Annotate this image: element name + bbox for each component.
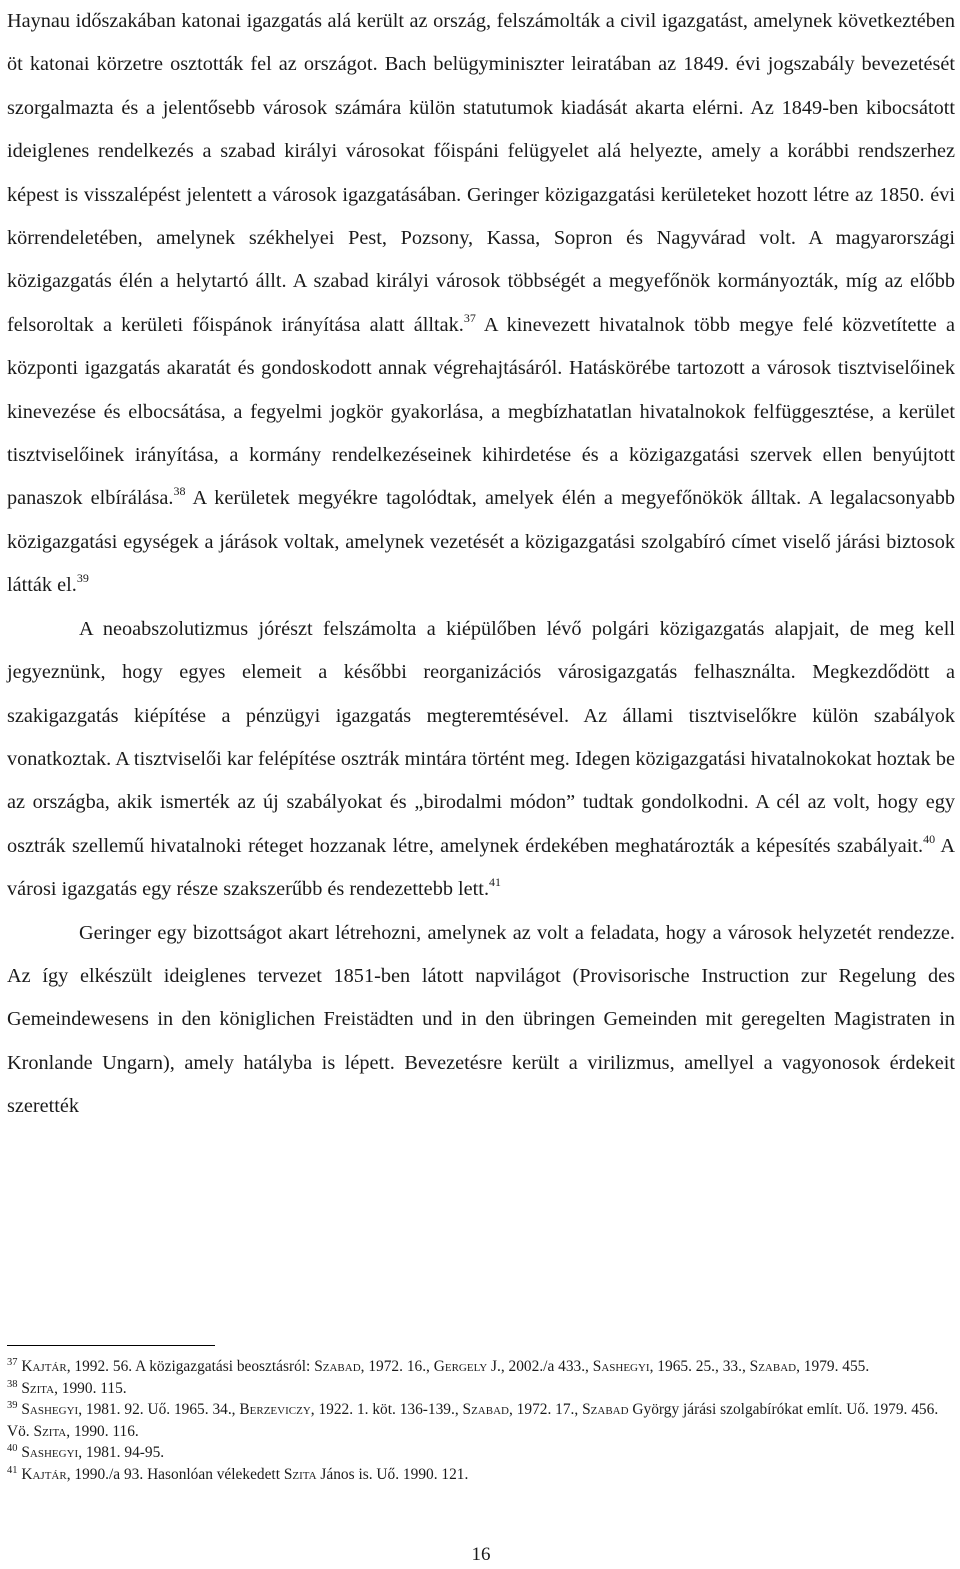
text-run: , 1979. 455. <box>796 1358 870 1375</box>
author-name: Szita <box>33 1422 67 1440</box>
author-name: Szabad <box>582 1401 629 1419</box>
footnote-reference: 39 <box>76 571 89 586</box>
text-run: A városi igazgatás egy része szakszerűbb és rendezettebb lett. <box>7 834 955 901</box>
text-run: , 1990./a 93. Hasonlóan vélekedett <box>66 1465 284 1483</box>
author-name: Sashegyi <box>21 1444 79 1462</box>
author-name: Kajtár <box>21 1358 67 1375</box>
author-name: Szita <box>283 1465 317 1483</box>
text-run: A kerületek megyékre tagolódtak, amelyek élén a megyefőnökök álltak. A legalacsonyabb közigazgatási egységek a járások voltak, amelynek vezetését a közigazgatási szolgabíró címet viselő járási biztosok látták el. <box>7 487 955 597</box>
page-number: 16 <box>471 1544 491 1565</box>
author-name: Berzeviczy <box>239 1401 311 1419</box>
footnote-reference: 37 <box>463 310 476 325</box>
footnote-number: 41 <box>7 1464 18 1476</box>
footnote-number: 37 <box>7 1357 18 1368</box>
text-run: , 1972. 16., <box>360 1358 434 1375</box>
text-run: , 1992. 56. A közigazgatási beosztásról: <box>66 1358 315 1375</box>
text-run: , 1990. 116. <box>66 1422 139 1440</box>
footnote-number: 40 <box>7 1443 18 1455</box>
footnote <box>7 1378 955 1400</box>
footnote-number: 39 <box>7 1400 18 1412</box>
footnote-separator <box>7 1345 215 1346</box>
author-name: Szabad <box>314 1358 361 1375</box>
text-run: , 1981. 92. Uő. 1965. 34., <box>78 1401 240 1419</box>
footnote-reference: 41 <box>489 875 502 890</box>
author-name: Sashegyi <box>21 1401 79 1419</box>
text-run: , 2002./a 433., <box>500 1358 593 1375</box>
paragraph <box>7 608 955 912</box>
body-text <box>7 0 955 1129</box>
footnotes <box>7 1356 955 1486</box>
footnote-reference: 38 <box>173 484 186 499</box>
footnote-reference: 40 <box>923 831 936 846</box>
author-name: Szabad <box>462 1401 509 1419</box>
text-run: , 1990. 115. <box>54 1379 127 1397</box>
text-run: , 1972. 17., <box>508 1401 583 1419</box>
paragraph <box>7 0 955 608</box>
document-page <box>7 0 955 1565</box>
text-run: A kinevezett hivatalnok több megye felé közvetítette a központi igazgatás akaratát és gondoskodott annak végrehajtásáról. Hatáskörébe tartozott a városok tisztviselőinek kinevezése és elbocsátása, a fegyelmi jogkör gyakorlása, a megbízhatatlan hivatalnokok felfüggesztése, a kerület tisztviselőinek irányítása, a kormány rendelkezéseinek kihirdetése és a közigazgatási szervek ellen benyújtott panaszok elbírálása. <box>7 313 955 510</box>
text-run: György járási szolgabírókat említ. Uő. 1979. 456. Vö. <box>7 1401 939 1440</box>
footnote <box>7 1399 955 1442</box>
text-run: , 1981. 94-95. <box>78 1444 165 1462</box>
footnote <box>7 1442 955 1464</box>
author-name: Szabad <box>749 1358 797 1375</box>
text-run: Geringer egy bizottságot akart létrehozni, amelynek az volt a feladata, hogy a városok helyzetét rendezze. Az így elkészült ideiglenes tervezet 1851-ben látott napvilágot (Provisorische Instruction zur Regelung des Gemeindewesens in den königlichen Freistädten und in den übringen Gemeinden mit geregelten Magistraten in Kronlande Ungarn), amely hatályba is lépett. Bevezetésre került a virilizmus, amellyel a vagyonosok érdekeit szerették <box>7 921 955 1118</box>
footnote-number: 38 <box>7 1378 18 1390</box>
author-name: Kajtár <box>21 1465 67 1483</box>
footnote <box>7 1356 955 1378</box>
text-run: János is. Uő. 1990. 121. <box>316 1465 469 1483</box>
text-run: , 1965. 25., 33., <box>649 1358 750 1375</box>
author-name: Sashegyi <box>592 1358 650 1375</box>
text-run: , 1922. 1. köt. 136-139., <box>310 1401 463 1419</box>
author-name: Gergely J. <box>433 1358 501 1375</box>
author-name: Szita <box>21 1379 55 1397</box>
paragraph <box>7 912 955 1129</box>
text-run: A neoabszolutizmus jórészt felszámolta a kiépülőben lévő polgári közigazgatás alapjait, de meg kell jegyeznünk, hogy egyes elemeit a későbbi reorganizációs városigazgatás felhasználta. Megkezdődött a szakigazgatás kiépítése a pénzügyi igazgatás megteremtésével. Az állami tisztviselőkre külön szabályok vonatkoztak. A tisztviselői kar felépítése osztrák mintára történt meg. Idegen közigazgatási hivatalnokokat hoztak be az országba, akik ismerték az új szabályokat és „birodalmi módon” tudtak gondolkodni. A cél az volt, hogy egy osztrák szellemű hivatalnoki réteget hozzanak létre, amelynek érdekében meghatározták a képesítés szabályait. <box>7 617 955 857</box>
footnote <box>7 1464 955 1486</box>
text-run: Haynau időszakában katonai igazgatás alá került az ország, felszámolták a civil igazgatást, amelynek következtében öt katonai körzetre osztották fel az országot. Bach belügyminiszter leiratában az 1849. évi jogszabály bevezetését szorgalmazta és a jelentősebb városok számára külön statutumok kiadását akarta elérni. Az 1849-ben kibocsátott ideiglenes rendelkezés a szabad királyi városokat főispáni felügyelet alá helyezte, amely a korábbi rendszerhez képest is visszalépést jelentett a városok igazgatásában. Geringer közigazgatási kerületeket hozott létre az 1850. évi körrendeletében, amelynek székhelyei Pest, Pozsony, Kassa, Sopron és Nagyvárad volt. A magyarországi közigazgatás élén a helytartó állt. A szabad királyi városok többségét a megyefőnök kormányozták, míg az előbb felsoroltak a kerületi főispánok irányítása alatt álltak. <box>7 10 955 336</box>
